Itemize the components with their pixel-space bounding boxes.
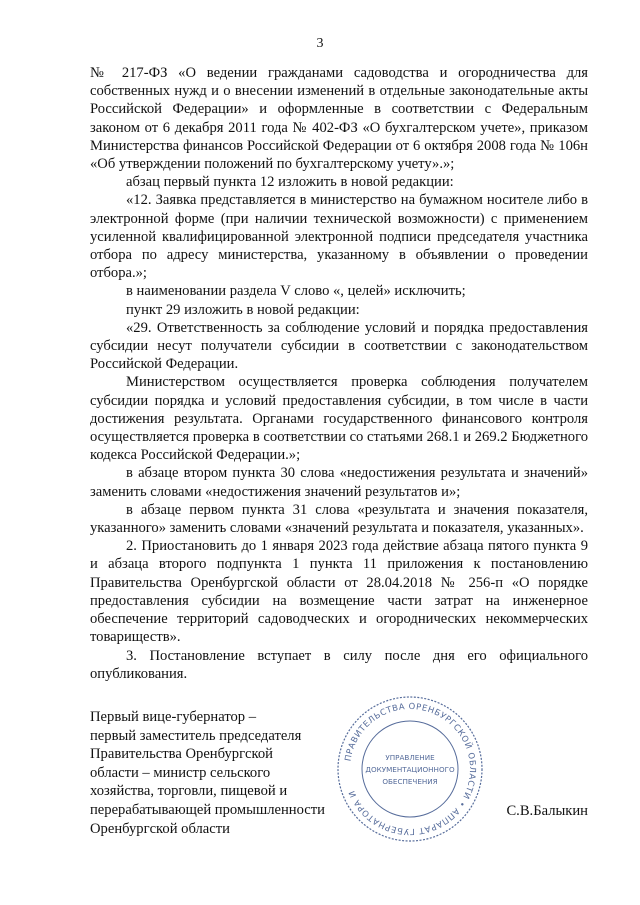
signatory-title-line: Правительства Оренбургской bbox=[90, 746, 273, 763]
page-number: 3 bbox=[316, 36, 324, 51]
body-paragraph: Министерством осуществляется проверка соблюдения получателем субсидии порядка и условий предоставления субсидии, в том числе в части достижения результата. Органами государственного финансового контроля осуществляется проверка в соответствии со статьями 268.1 и 269.2 Бюджетного кодекса Российской Федерации.»; bbox=[90, 374, 588, 464]
stamp-center-line-2: ДОКУМЕНТАЦИОННОГО bbox=[365, 765, 455, 774]
document-body bbox=[90, 64, 588, 683]
stamp-center-line-1: УПРАВЛЕНИЕ bbox=[385, 753, 435, 762]
body-paragraph: «12. Заявка представляется в министерство на бумажном носителе либо в электронной форме (при наличии технической возможности) с применением усиленной квалифицированной электронной подписи председателя участника отбора по адресу министерства, указанному в объявлении о проведении отбора.»; bbox=[90, 192, 588, 282]
stamp-ring-text: ПРАВИТЕЛЬСТВА ОРЕНБУРГСКОЙ ОБЛАСТИ • АППАРАТ ГУБЕРНАТОРА И bbox=[342, 700, 479, 838]
signatory-title bbox=[90, 708, 340, 838]
official-stamp bbox=[335, 694, 485, 844]
signatory-title-line: перерабатывающей промышленности bbox=[90, 801, 325, 818]
body-paragraph: в абзаце первом пункта 31 слова «результата и значения показателя, указанного» заменить словами «значений результата и показателя, указанных». bbox=[90, 501, 588, 537]
body-paragraph: пункт 29 изложить в новой редакции: bbox=[126, 301, 360, 318]
body-paragraph: 2. Приостановить до 1 января 2023 года действие абзаца пятого пункта 9 и абзаца второго подпункта 1 пункта 11 приложения к постановлению Правительства Оренбургской области от 28.04.2018 № 256-п «О порядке предоставления субсидии на возмещение части затрат на инженерное обеспечение территорий садоводческих и огороднических некоммерческих товариществ». bbox=[90, 538, 588, 646]
signer-name: С.В.Балыкин bbox=[506, 803, 588, 819]
body-paragraph: в наименовании раздела V слово «, целей» исключить; bbox=[126, 283, 466, 300]
body-paragraph: № 217-ФЗ «О ведении гражданами садоводства и огородничества для собственных нужд и о внесении изменений в отдельные законодательные акты Российской Федерации» и оформленные в соответствии с Федеральным законом от 6 декабря 2011 года № 402-ФЗ «О бухгалтерском учете», приказом Министерства финансов Российской Федерации от 6 октября 2008 года № 106н «Об утверждении положений по бухгалтерскому учету».»; bbox=[90, 65, 588, 173]
signatory-title-line: области – министр сельского bbox=[90, 764, 271, 781]
signatory-title-line: Оренбургской области bbox=[90, 820, 230, 837]
stamp-center-line-3: ОБЕСПЕЧЕНИЯ bbox=[382, 777, 438, 786]
signatory-title-line: Первый вице-губернатор – bbox=[90, 709, 257, 725]
signatory-title-line: хозяйства, торговли, пищевой и bbox=[90, 783, 288, 800]
body-paragraph: абзац первый пункта 12 изложить в новой редакции: bbox=[126, 174, 454, 191]
body-paragraph: в абзаце втором пункта 30 слова «недостижения результата и значений» заменить словами «недостижения значений результатов и»; bbox=[90, 465, 588, 500]
signatory-title-line: первый заместитель председателя bbox=[90, 727, 302, 744]
body-paragraph: «29. Ответственность за соблюдение условий и порядка предоставления субсидии несут получатели субсидии в соответствии с законодательством Российской Федерации. bbox=[90, 319, 588, 373]
body-paragraph: 3. Постановление вступает в силу после дня его официального опубликования. bbox=[90, 647, 588, 682]
